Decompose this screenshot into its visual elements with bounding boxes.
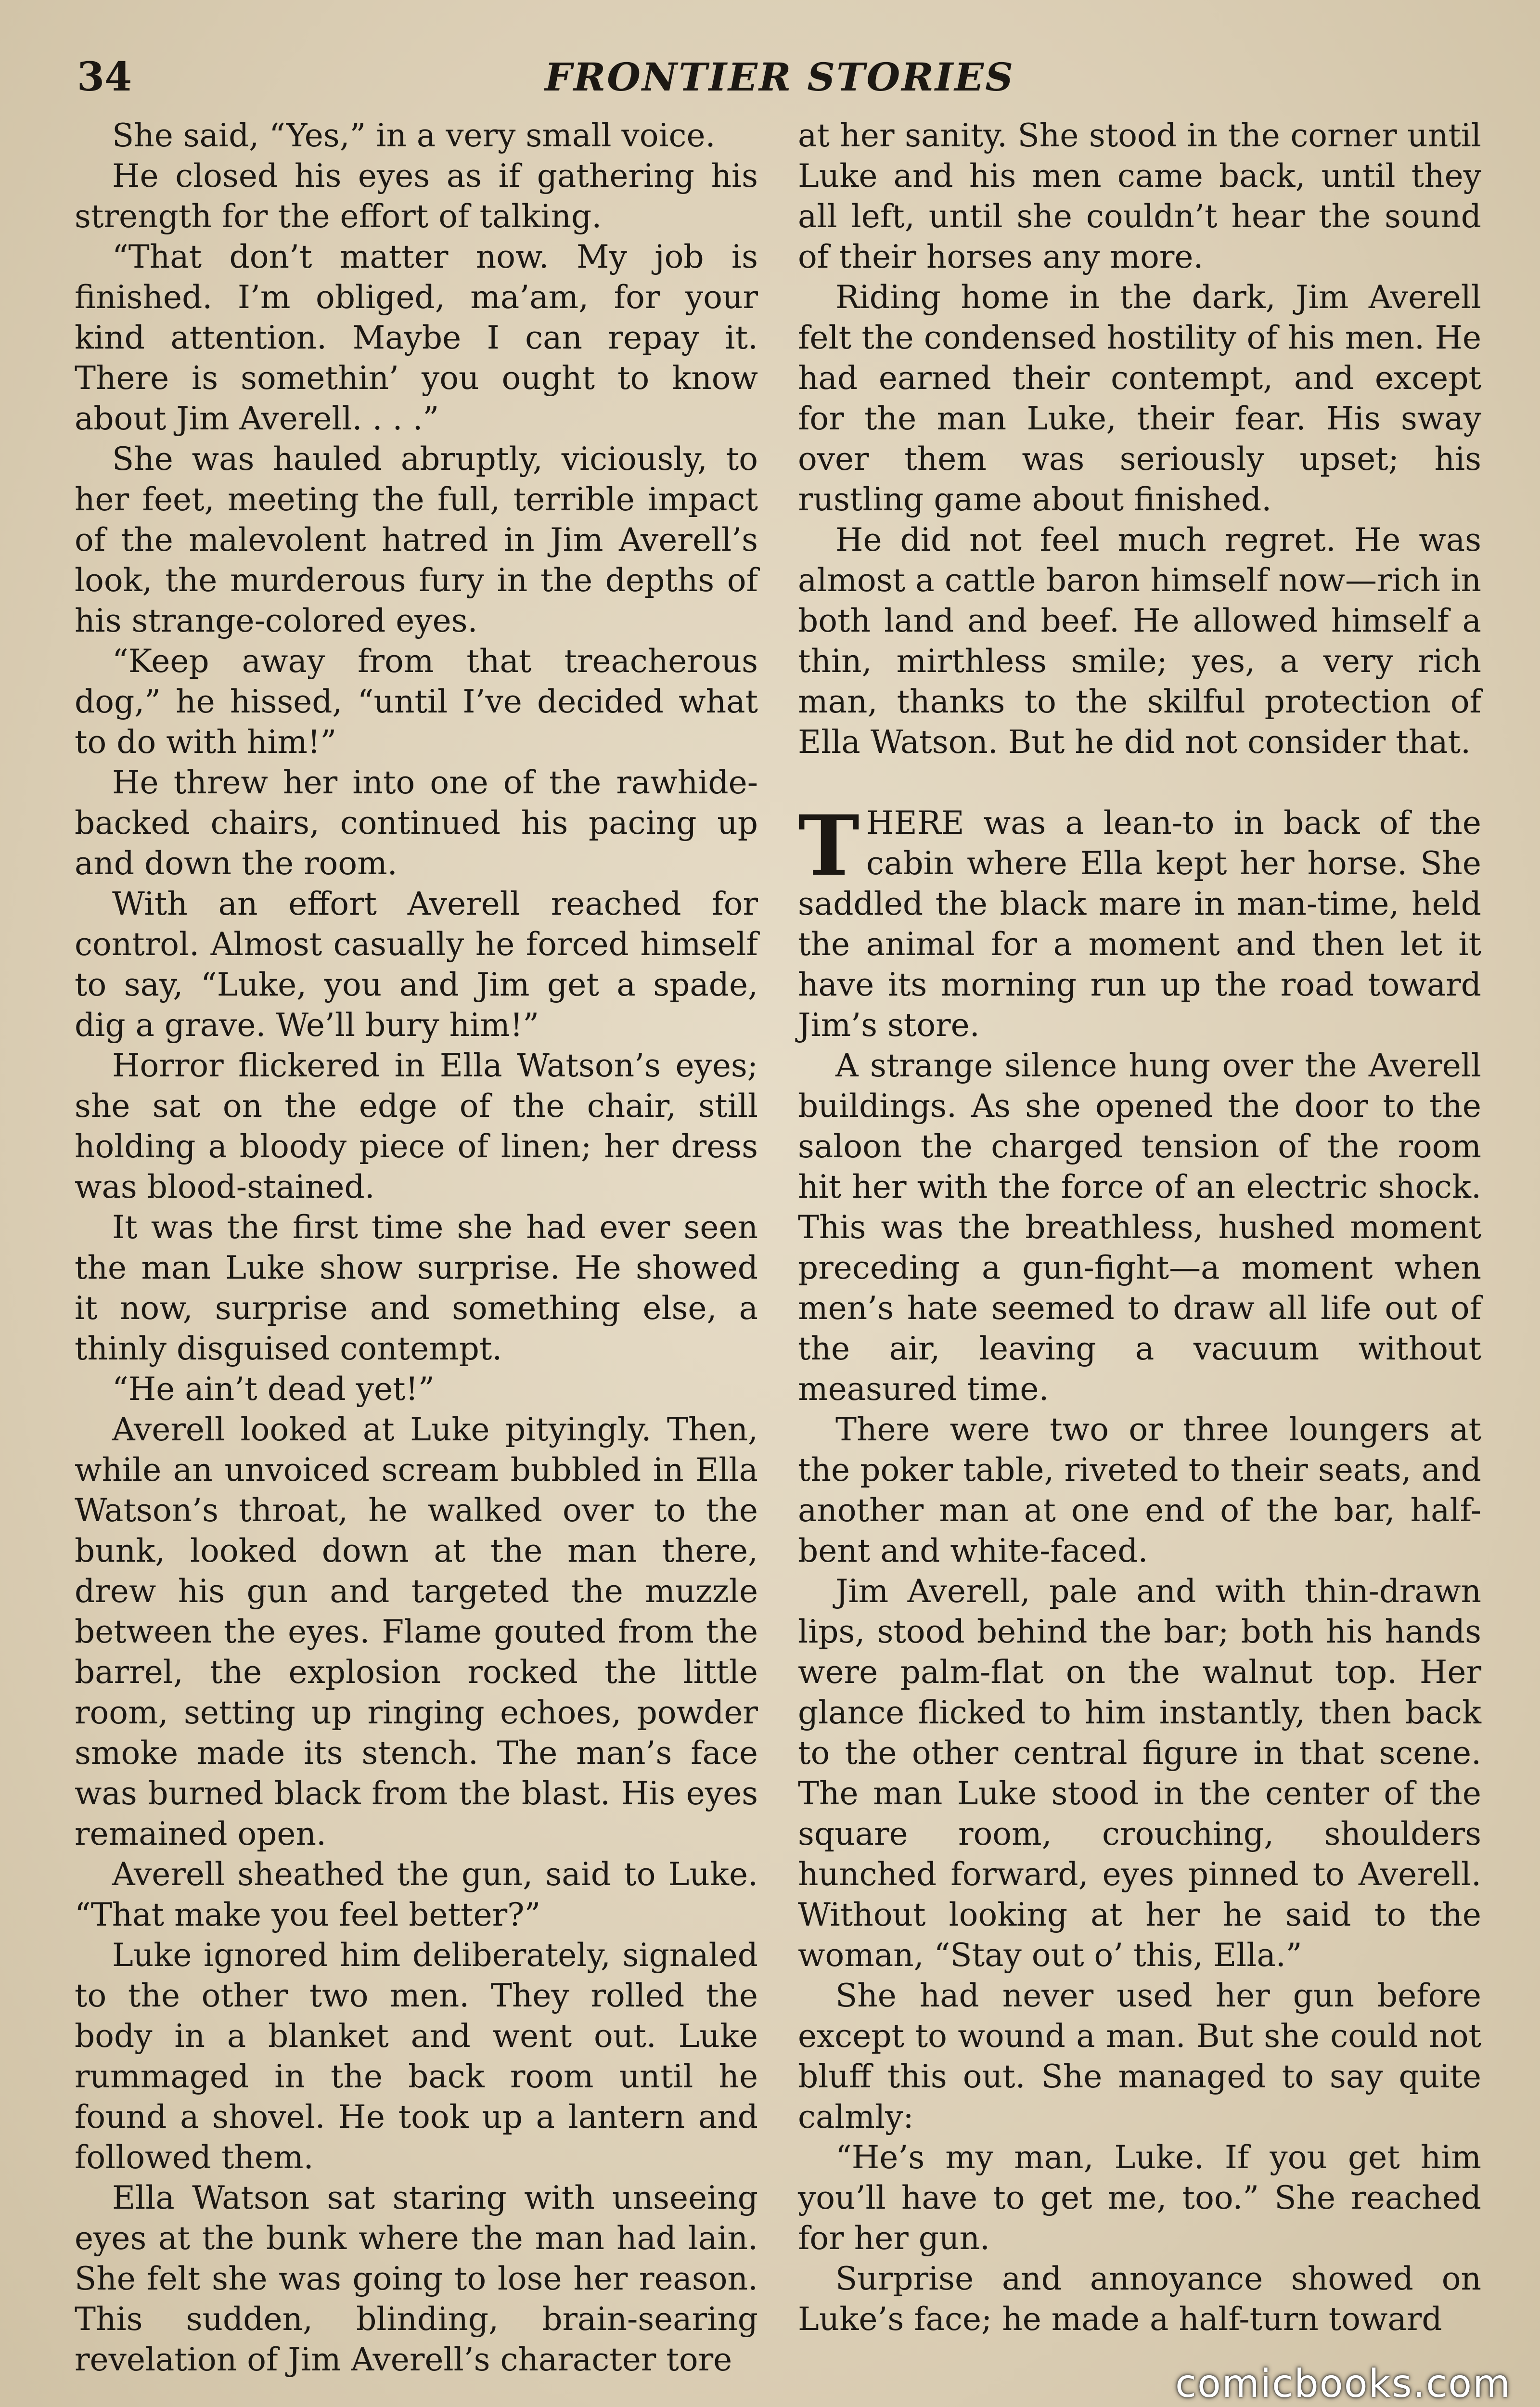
paragraph: She was hauled abruptly, viciously, to her feet, meeting the full, terrible impact of the malevolent hatred in Jim Averell’s look, the murderous fury in the depths of his strange-colored eyes. <box>75 440 758 639</box>
opening-text: HERE was a lean-to in back of the cabin where Ella kept her horse. She saddled the black mare in man-time, held the animal for a moment and then let it have its morning run up the road toward Jim’s store. <box>798 804 1481 1044</box>
left-column <box>75 116 758 2380</box>
paragraph: “That don’t matter now. My job is finished. I’m obliged, ma’am, for your kind attention. Maybe I can repay it. There is somethin’ you ought to know about Jim Averell. . . .” <box>75 238 758 437</box>
site-watermark: comicbooks.com <box>1175 2361 1511 2406</box>
paragraph: There were two or three loungers at the poker table, riveted to their seats, and another man at one end of the bar, half-bent and white-faced. <box>798 1411 1481 1569</box>
right-column <box>798 116 1481 2340</box>
paragraph-continued: at her sanity. She stood in the corner until Luke and his men came back, until they all left, until she couldn’t hear the sound of their horses any more. <box>798 117 1481 275</box>
paragraph: She said, “Yes,” in a very small voice. <box>112 117 716 154</box>
paragraph: Riding home in the dark, Jim Averell felt the condensed hostility of his men. He had earned their contempt, and except for the man Luke, their fear. His sway over them was seriously upset; his rustling game about finished. <box>798 279 1481 518</box>
drop-cap: T <box>798 797 860 894</box>
paragraph: “He’s my man, Luke. If you get him you’ll have to get me, too.” She reached for her gun. <box>798 2139 1481 2257</box>
paragraph: Jim Averell, pale and with thin-drawn lips, stood behind the bar; both his hands were palm-flat on the walnut top. Her glance flicked to him instantly, then back to the other central figure in that scene. The man Luke stood in the center of the square room, crouching, shoulders hunched forward, eyes pinned to Averell. Without looking at her he said to the woman, “Stay out o’ this, Ella.” <box>798 1573 1481 1974</box>
page-header <box>77 46 1482 108</box>
running-head-title: FRONTIER STORIES <box>544 54 1014 100</box>
paragraph: “Keep away from that treacherous dog,” he hissed, “until I’ve decided what to do with him!” <box>75 643 758 761</box>
paragraph: Surprise and annoyance showed on Luke’s face; he made a half-turn toward <box>798 2260 1481 2338</box>
paragraph: Ella Watson sat staring with unseeing eyes at the bunk where the man had lain. She felt she was going to lose her reason. This sudden, blinding, brain-searing revelation of Jim Averell’s character tore <box>75 2179 758 2378</box>
section-break <box>798 763 1481 803</box>
paragraph: It was the first time she had ever seen the man Luke show surprise. He showed it now, surprise and something else, a thinly disguised contempt. <box>75 1209 758 1367</box>
paragraph: He threw her into one of the rawhide-backed chairs, continued his pacing up and down the room. <box>75 764 758 882</box>
paragraph: Averell looked at Luke pityingly. Then, while an unvoiced scream bubbled in Ella Watson’s throat, he walked over to the bunk, looked down at the man there, drew his gun and targeted the muzzle between the eyes. Flame gouted from the barrel, the explosion rocked the little room, setting up ringing echoes, powder smoke made its stench. The man’s face was burned black from the blast. His eyes remained open. <box>75 1411 758 1852</box>
section-opening-paragraph <box>798 797 1481 1046</box>
paragraph: A strange silence hung over the Averell buildings. As she opened the door to the saloon the charged tension of the room hit her with the force of an electric shock. This was the breathless, hushed moment preceding a gun-fight—a moment when men’s hate seemed to draw all life out of the air, leaving a vacuum without measured time. <box>798 1047 1481 1408</box>
paragraph: She had never used her gun before except to wound a man. But she could not bluff this out. She managed to say quite calmly: <box>798 1977 1481 2135</box>
paragraph: “He ain’t dead yet!” <box>112 1371 435 1408</box>
paragraph: Luke ignored him deliberately, signaled to the other two men. They rolled the body in a blanket and went out. Luke rummaged in the back room until he found a shovel. He took up a lantern and followed them. <box>75 1937 758 2176</box>
paragraph: Averell sheathed the gun, said to Luke. “That make you feel better?” <box>75 1856 758 1933</box>
paragraph: He did not feel much regret. He was almost a cattle baron himself now—rich in both land and beef. He allowed himself a thin, mirthless smile; yes, a very rich man, thanks to the skilful protection of Ella Watson. But he did not consider that. <box>798 521 1481 761</box>
paragraph: Horror flickered in Ella Watson’s eyes; she sat on the edge of the chair, still holding a bloody piece of linen; her dress was blood-stained. <box>75 1047 758 1205</box>
page-number: 34 <box>77 54 132 100</box>
paragraph: He closed his eyes as if gathering his strength for the effort of talking. <box>75 157 758 235</box>
paragraph: With an effort Averell reached for control. Almost casually he forced himself to say, “Luke, you and Jim get a spade, dig a grave. We’ll bury him!” <box>75 885 758 1044</box>
